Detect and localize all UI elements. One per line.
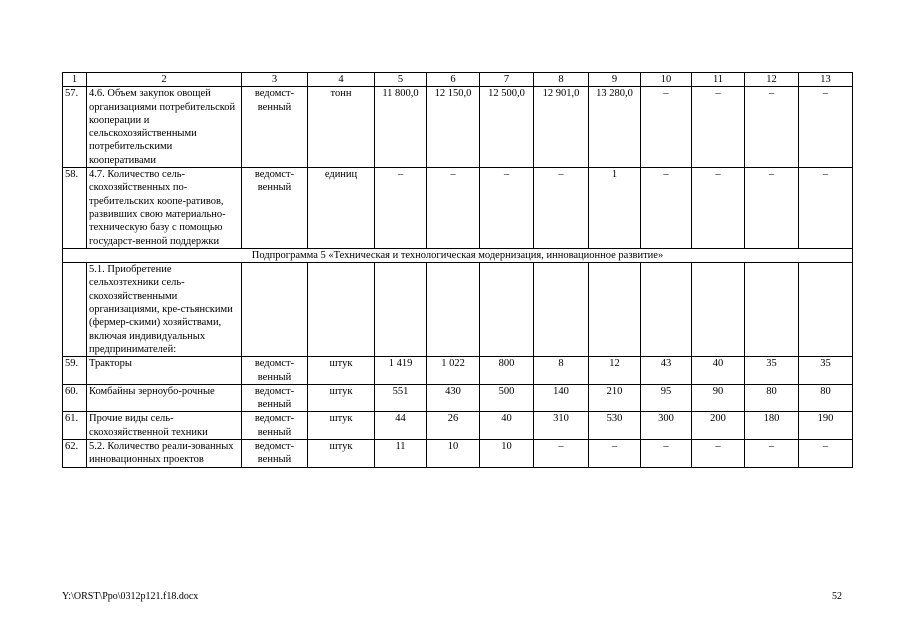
value-cell: – <box>589 440 641 468</box>
table-row <box>63 168 853 249</box>
value-cell: 80 <box>799 384 853 412</box>
value-cell: – <box>745 168 799 249</box>
value-cell: – <box>692 168 745 249</box>
data-source: ведомст-венный <box>242 168 308 249</box>
value-cell: 800 <box>480 357 534 385</box>
column-number-cell: 8 <box>534 73 589 87</box>
value-cell: 530 <box>589 412 641 440</box>
value-cell: 551 <box>375 384 427 412</box>
indicator-name: 5.2. Количество реали-зованных инновационных проектов <box>87 440 242 468</box>
data-source: ведомст-венный <box>242 357 308 385</box>
row-number: 61. <box>63 412 87 440</box>
value-cell: – <box>641 440 692 468</box>
data-source <box>242 263 308 357</box>
column-number-cell: 9 <box>589 73 641 87</box>
unit-of-measure: штук <box>308 440 375 468</box>
subprogram-row <box>63 248 853 262</box>
value-cell: 140 <box>534 384 589 412</box>
table-row <box>63 87 853 168</box>
indicator-name: 4.6. Объем закупок овощей организациями потребительской кооперации и сельскохозяйственными потребительскими кооперативами <box>87 87 242 168</box>
row-number: 57. <box>63 87 87 168</box>
value-cell <box>692 263 745 357</box>
value-cell <box>534 263 589 357</box>
data-source: ведомст-венный <box>242 440 308 468</box>
value-cell: – <box>534 168 589 249</box>
unit-of-measure: штук <box>308 412 375 440</box>
value-cell: 95 <box>641 384 692 412</box>
indicator-name: Тракторы <box>87 357 242 385</box>
footer-page-number: 52 <box>832 591 842 602</box>
column-number-cell: 10 <box>641 73 692 87</box>
row-number: 62. <box>63 440 87 468</box>
value-cell <box>745 263 799 357</box>
value-cell: 1 <box>589 168 641 249</box>
table-row <box>63 440 853 468</box>
column-number-cell: 3 <box>242 73 308 87</box>
value-cell: – <box>641 168 692 249</box>
value-cell: 12 150,0 <box>427 87 480 168</box>
value-cell: 11 800,0 <box>375 87 427 168</box>
value-cell: 35 <box>745 357 799 385</box>
value-cell: – <box>480 168 534 249</box>
value-cell: – <box>799 168 853 249</box>
indicator-name: Комбайны зерноубо-рочные <box>87 384 242 412</box>
value-cell: – <box>799 440 853 468</box>
subprogram-title: Подпрограмма 5 «Техническая и технологическая модернизация, инновационное развитие» <box>63 248 853 262</box>
indicator-name: 4.7. Количество сель-скохозяйственных по-требительских коопе-ративов, развивших свою материально-техническую базу с помощью государст-венной поддержки <box>87 168 242 249</box>
table-row <box>63 412 853 440</box>
value-cell: 43 <box>641 357 692 385</box>
data-source: ведомст-венный <box>242 412 308 440</box>
value-cell: 40 <box>692 357 745 385</box>
column-number-cell: 1 <box>63 73 87 87</box>
column-number-cell: 5 <box>375 73 427 87</box>
value-cell: 13 280,0 <box>589 87 641 168</box>
column-number-cell: 7 <box>480 73 534 87</box>
value-cell: 10 <box>427 440 480 468</box>
value-cell: – <box>799 87 853 168</box>
value-cell <box>375 263 427 357</box>
column-number-cell: 2 <box>87 73 242 87</box>
value-cell: 190 <box>799 412 853 440</box>
unit-of-measure: штук <box>308 384 375 412</box>
value-cell <box>427 263 480 357</box>
value-cell: – <box>375 168 427 249</box>
value-cell: 11 <box>375 440 427 468</box>
value-cell: – <box>745 440 799 468</box>
value-cell: 80 <box>745 384 799 412</box>
value-cell: 310 <box>534 412 589 440</box>
value-cell: 35 <box>799 357 853 385</box>
value-cell: 300 <box>641 412 692 440</box>
unit-of-measure <box>308 263 375 357</box>
value-cell: 44 <box>375 412 427 440</box>
data-source: ведомст-венный <box>242 87 308 168</box>
value-cell: 200 <box>692 412 745 440</box>
indicators-table <box>62 72 853 468</box>
table-row <box>63 357 853 385</box>
column-number-cell: 12 <box>745 73 799 87</box>
value-cell <box>799 263 853 357</box>
unit-of-measure: штук <box>308 357 375 385</box>
unit-of-measure: единиц <box>308 168 375 249</box>
value-cell: – <box>692 87 745 168</box>
indicator-name: 5.1. Приобретение сельхозтехники сель-скохозяйственными организациями, кре-стьянскими (фермер-скими) хозяйствами, включая индивидуальных предпринимателей: <box>87 263 242 357</box>
value-cell <box>641 263 692 357</box>
value-cell: – <box>692 440 745 468</box>
value-cell: 1 419 <box>375 357 427 385</box>
indicator-name: Прочие виды сель-скохозяйственной техники <box>87 412 242 440</box>
table-header-row <box>63 73 853 87</box>
row-number: 58. <box>63 168 87 249</box>
value-cell: 210 <box>589 384 641 412</box>
value-cell: 12 <box>589 357 641 385</box>
column-number-cell: 6 <box>427 73 480 87</box>
value-cell: – <box>427 168 480 249</box>
unit-of-measure: тонн <box>308 87 375 168</box>
value-cell <box>589 263 641 357</box>
column-number-cell: 11 <box>692 73 745 87</box>
value-cell <box>480 263 534 357</box>
value-cell: 12 500,0 <box>480 87 534 168</box>
value-cell: 40 <box>480 412 534 440</box>
column-number-cell: 4 <box>308 73 375 87</box>
value-cell: – <box>534 440 589 468</box>
value-cell: 1 022 <box>427 357 480 385</box>
value-cell: – <box>745 87 799 168</box>
value-cell: 26 <box>427 412 480 440</box>
row-number: 59. <box>63 357 87 385</box>
value-cell: 12 901,0 <box>534 87 589 168</box>
value-cell: 500 <box>480 384 534 412</box>
value-cell: 8 <box>534 357 589 385</box>
data-source: ведомст-венный <box>242 384 308 412</box>
table-row <box>63 384 853 412</box>
table-row <box>63 263 853 357</box>
footer-file-path: Y:\ORST\Ppo\0312p121.f18.docx <box>62 591 199 602</box>
value-cell: 180 <box>745 412 799 440</box>
value-cell: 90 <box>692 384 745 412</box>
value-cell: 10 <box>480 440 534 468</box>
value-cell: 430 <box>427 384 480 412</box>
row-number: 60. <box>63 384 87 412</box>
row-number <box>63 263 87 357</box>
value-cell: – <box>641 87 692 168</box>
column-number-cell: 13 <box>799 73 853 87</box>
